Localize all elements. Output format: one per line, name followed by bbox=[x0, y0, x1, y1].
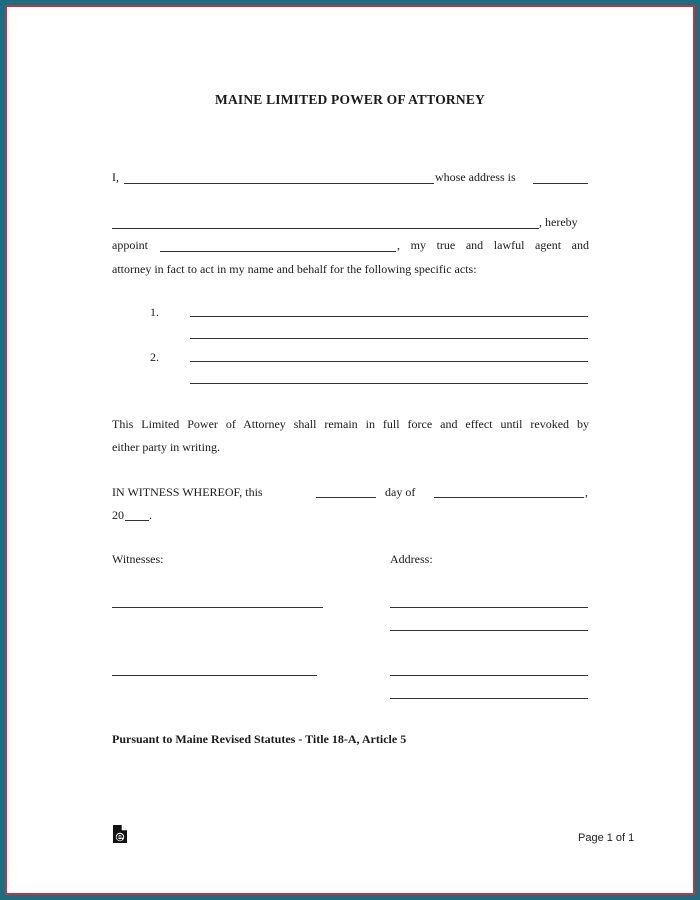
witness-2-address-field-2[interactable] bbox=[390, 698, 588, 699]
witness-1-signature-field[interactable] bbox=[112, 607, 323, 608]
act-2-field-line-2[interactable] bbox=[190, 383, 588, 384]
acts-intro-text: attorney in fact to act in my name and behalf for the following specific acts: bbox=[112, 262, 477, 276]
year-suffix: . bbox=[149, 508, 152, 522]
witness-1-address-field-2[interactable] bbox=[390, 630, 588, 631]
day-of-text: day of bbox=[385, 485, 416, 499]
year-prefix: 20 bbox=[112, 508, 124, 522]
witnesses-label: Witnesses: bbox=[112, 552, 164, 566]
grantor-address-field-1[interactable] bbox=[533, 183, 588, 184]
address-label-inline: whose address is bbox=[435, 170, 516, 184]
statute-reference: Pursuant to Maine Revised Statutes - Title 18-A, Article 5 bbox=[112, 732, 407, 746]
page-number-label: Page 1 of 1 bbox=[578, 832, 635, 844]
act-1-field-line-1[interactable] bbox=[190, 316, 588, 317]
witness-2-signature-field[interactable] bbox=[112, 675, 317, 676]
grantor-name-field[interactable] bbox=[124, 183, 434, 184]
witness-comma: , bbox=[585, 485, 588, 499]
grantor-prefix: I, bbox=[112, 170, 119, 184]
agent-name-field[interactable] bbox=[160, 251, 396, 252]
agent-description-text: , my true and lawful agent and bbox=[397, 238, 589, 252]
act-number-2: 2. bbox=[150, 350, 159, 364]
act-2-field-line-1[interactable] bbox=[190, 361, 588, 362]
document-e-logo-icon bbox=[112, 824, 128, 844]
validity-text-line-1: This Limited Power of Attorney shall remain in full force and effect until revoked by bbox=[112, 417, 589, 431]
grantor-address-field-2[interactable] bbox=[112, 228, 539, 229]
document-title: MAINE LIMITED POWER OF ATTORNEY bbox=[215, 92, 485, 107]
year-field[interactable] bbox=[125, 520, 149, 521]
address-label: Address: bbox=[390, 552, 433, 566]
appoint-text: appoint bbox=[112, 238, 148, 252]
act-1-field-line-2[interactable] bbox=[190, 338, 588, 339]
witness-1-address-field-1[interactable] bbox=[390, 607, 588, 608]
inner-frame bbox=[5, 5, 695, 895]
witness-2-address-field-1[interactable] bbox=[390, 675, 588, 676]
witness-whereof-text: IN WITNESS WHEREOF, this bbox=[112, 485, 263, 499]
hereby-text: , hereby bbox=[539, 215, 578, 229]
act-number-1: 1. bbox=[150, 305, 159, 319]
witness-day-field[interactable] bbox=[316, 497, 376, 498]
validity-text-line-2: either party in writing. bbox=[112, 440, 220, 454]
witness-month-field[interactable] bbox=[434, 497, 584, 498]
